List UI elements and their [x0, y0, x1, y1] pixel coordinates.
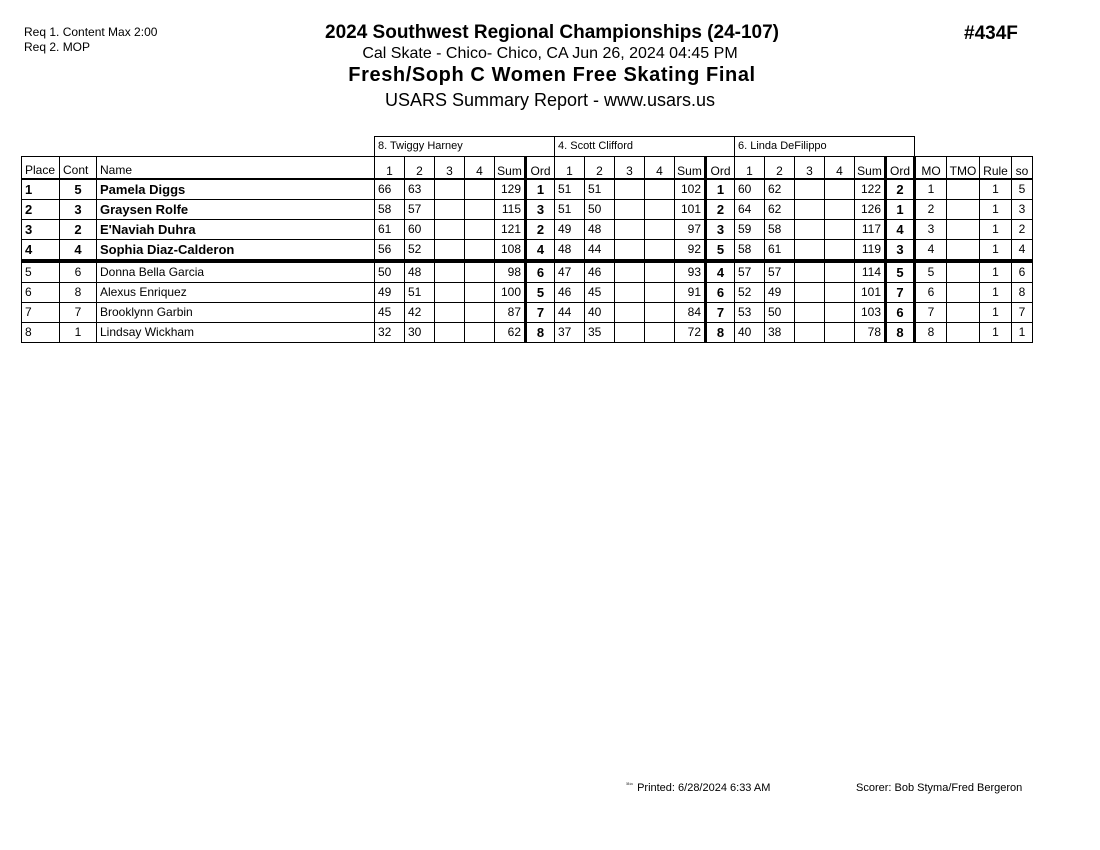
judge-2-ordinal-cell: 4: [706, 261, 735, 283]
judge-3-score-cell: 57: [765, 261, 795, 283]
judge-1-sum-cell: 129: [495, 179, 526, 200]
judge-1-score-cell: [435, 220, 465, 240]
judges-row: [22, 137, 1033, 157]
judge-2-sum-cell: 97: [675, 220, 706, 240]
header-mo: MO: [915, 157, 947, 180]
judge-1-score-cell: 32: [375, 323, 405, 343]
header-tmo: TMO: [947, 157, 980, 180]
header-judge-3-col-1: 1: [735, 157, 765, 180]
judge-1-score-cell: [465, 303, 495, 323]
judge-2-score-cell: 44: [585, 240, 615, 262]
mo-cell: 7: [915, 303, 947, 323]
judge-2-score-cell: [615, 283, 645, 303]
judge-3-score-cell: 59: [735, 220, 765, 240]
judge-3-score-cell: [795, 220, 825, 240]
tmo-cell: [947, 323, 980, 343]
header-so: so: [1012, 157, 1033, 180]
result-row: [22, 323, 1033, 343]
judge-2-score-cell: [645, 283, 675, 303]
judge-3-score-cell: [825, 220, 855, 240]
result-row: [22, 283, 1033, 303]
requirement-1: Req 1. Content Max 2:00: [24, 25, 158, 39]
judge-1-sum-cell: 87: [495, 303, 526, 323]
judge-3-score-cell: [825, 323, 855, 343]
rule-cell: 1: [980, 179, 1012, 200]
judge-3-score-cell: 60: [735, 179, 765, 200]
header-judge-1-col-1: 1: [375, 157, 405, 180]
judge-3-score-cell: [825, 261, 855, 283]
rule-cell: 1: [980, 261, 1012, 283]
header-judge-1-col-3: 3: [435, 157, 465, 180]
judge-3-score-cell: [825, 200, 855, 220]
judge-1-score-cell: 66: [375, 179, 405, 200]
judge-1-score-cell: [435, 323, 465, 343]
header-judge-3-col-ord: Ord: [886, 157, 915, 180]
header-name: Name: [97, 157, 375, 180]
judge-1-score-cell: 51: [405, 283, 435, 303]
place-cell: 1: [22, 179, 60, 200]
so-cell: 7: [1012, 303, 1033, 323]
judge-3-score-cell: [795, 283, 825, 303]
judge-1-score-cell: [435, 303, 465, 323]
page-mark: ³³¹⁶: [626, 782, 634, 788]
tmo-cell: [947, 200, 980, 220]
judge-3-sum-cell: 78: [855, 323, 886, 343]
judge-1-score-cell: [465, 240, 495, 262]
judge-1-ordinal-cell: 7: [526, 303, 555, 323]
judge-2-ordinal-cell: 3: [706, 220, 735, 240]
judge-2-sum-cell: 84: [675, 303, 706, 323]
place-cell: 7: [22, 303, 60, 323]
skater-name-cell: Alexus Enriquez: [97, 283, 375, 303]
contestant-number-cell: 8: [60, 283, 97, 303]
judge-1-score-cell: 61: [375, 220, 405, 240]
so-cell: 5: [1012, 179, 1033, 200]
judge-2-score-cell: 48: [585, 220, 615, 240]
skater-name-cell: Lindsay Wickham: [97, 323, 375, 343]
judge-3-score-cell: [825, 303, 855, 323]
mo-cell: 4: [915, 240, 947, 262]
judge-2-sum-cell: 101: [675, 200, 706, 220]
judge-2-score-cell: [645, 240, 675, 262]
judge-2-sum-cell: 92: [675, 240, 706, 262]
rule-cell: 1: [980, 283, 1012, 303]
judge-3-score-cell: [825, 240, 855, 262]
rule-cell: 1: [980, 303, 1012, 323]
rule-cell: 1: [980, 200, 1012, 220]
judge-3-sum-cell: 117: [855, 220, 886, 240]
judge-2-score-cell: 49: [555, 220, 585, 240]
judge-3-score-cell: 49: [765, 283, 795, 303]
judge-3-sum-cell: 114: [855, 261, 886, 283]
judge-3-score-cell: 64: [735, 200, 765, 220]
contestant-number-cell: 4: [60, 240, 97, 262]
judge-3-score-cell: 52: [735, 283, 765, 303]
judge-2-score-cell: 37: [555, 323, 585, 343]
header-judge-1-col-4: 4: [465, 157, 495, 180]
judge-2-score-cell: [615, 179, 645, 200]
skater-name-cell: Sophia Diaz-Calderon: [97, 240, 375, 262]
mo-cell: 2: [915, 200, 947, 220]
judge-1-score-cell: [465, 283, 495, 303]
judge-2-score-cell: [645, 323, 675, 343]
skater-name-cell: Brooklynn Garbin: [97, 303, 375, 323]
judge-2-sum-cell: 102: [675, 179, 706, 200]
judge-1-sum-cell: 100: [495, 283, 526, 303]
header-judge-2-col-4: 4: [645, 157, 675, 180]
header-place: Place: [22, 157, 60, 180]
judge-3-ordinal-cell: 3: [886, 240, 915, 262]
printed-info: [626, 782, 770, 794]
so-cell: 4: [1012, 240, 1033, 262]
judge-1-score-cell: 58: [375, 200, 405, 220]
tmo-cell: [947, 179, 980, 200]
judge-1-sum-cell: 121: [495, 220, 526, 240]
header-judge-2-col-ord: Ord: [706, 157, 735, 180]
judge-3-sum-cell: 103: [855, 303, 886, 323]
place-cell: 3: [22, 220, 60, 240]
judge-1-score-cell: 48: [405, 261, 435, 283]
judge-2-score-cell: 51: [555, 179, 585, 200]
judge-1-ordinal-cell: 3: [526, 200, 555, 220]
judge-2-score-cell: 48: [555, 240, 585, 262]
judge-1-score-cell: 49: [375, 283, 405, 303]
judge-3-score-cell: 62: [765, 200, 795, 220]
championship-title: 2024 Southwest Regional Championships (24-107): [325, 22, 779, 43]
skater-name-cell: Pamela Diggs: [97, 179, 375, 200]
judge-2-score-cell: 44: [555, 303, 585, 323]
judge-2-score-cell: 51: [585, 179, 615, 200]
venue-datetime: Cal Skate - Chico- Chico, CA Jun 26, 2024 04:45 PM: [362, 45, 738, 62]
contestant-number-cell: 3: [60, 200, 97, 220]
header-judge-2-col-sum: Sum: [675, 157, 706, 180]
judge-3-score-cell: [825, 283, 855, 303]
mo-cell: 8: [915, 323, 947, 343]
judge-2-score-cell: 46: [585, 261, 615, 283]
judge-1-ordinal-cell: 4: [526, 240, 555, 262]
judge-2-score-cell: 46: [555, 283, 585, 303]
judge-1-score-cell: 56: [375, 240, 405, 262]
judge-3-score-cell: [825, 179, 855, 200]
judge-2-ordinal-cell: 5: [706, 240, 735, 262]
place-cell: 5: [22, 261, 60, 283]
judge-2-sum-cell: 93: [675, 261, 706, 283]
contestant-number-cell: 5: [60, 179, 97, 200]
judge-3-score-cell: 40: [735, 323, 765, 343]
judge-3-score-cell: [795, 179, 825, 200]
skater-name-cell: E'Naviah Duhra: [97, 220, 375, 240]
judge-2-ordinal-cell: 6: [706, 283, 735, 303]
judge-2-score-cell: [615, 200, 645, 220]
judge-3-score-cell: 50: [765, 303, 795, 323]
judge-3-score-cell: [795, 200, 825, 220]
so-cell: 8: [1012, 283, 1033, 303]
judge-1-score-cell: [465, 261, 495, 283]
header-cont: Cont: [60, 157, 97, 180]
judge-2-score-cell: 51: [555, 200, 585, 220]
result-row: [22, 303, 1033, 323]
report-title: USARS Summary Report - www.usars.us: [384, 90, 716, 110]
judge-3-ordinal-cell: 1: [886, 200, 915, 220]
judge-1-score-cell: [465, 200, 495, 220]
result-row: [22, 179, 1033, 200]
contestant-number-cell: 6: [60, 261, 97, 283]
judge-2-score-cell: 47: [555, 261, 585, 283]
judge-3-ordinal-cell: 6: [886, 303, 915, 323]
judge-2-score-cell: [615, 220, 645, 240]
header-judge-3-col-4: 4: [825, 157, 855, 180]
place-cell: 2: [22, 200, 60, 220]
judge-1-sum-cell: 115: [495, 200, 526, 220]
judge-2-name: 4. Scott Clifford: [555, 137, 735, 157]
judge-1-score-cell: 45: [375, 303, 405, 323]
so-cell: 6: [1012, 261, 1033, 283]
judge-3-score-cell: 62: [765, 179, 795, 200]
judge-2-ordinal-cell: 8: [706, 323, 735, 343]
mo-cell: 6: [915, 283, 947, 303]
so-cell: 2: [1012, 220, 1033, 240]
judge-1-score-cell: [465, 323, 495, 343]
judge-1-score-cell: [465, 179, 495, 200]
judge-1-score-cell: 30: [405, 323, 435, 343]
result-row: [22, 200, 1033, 220]
requirement-2: Req 2. MOP: [24, 40, 91, 54]
result-row: [22, 220, 1033, 240]
judge-2-score-cell: 40: [585, 303, 615, 323]
header-judge-3-col-2: 2: [765, 157, 795, 180]
judge-3-name: 6. Linda DeFilippo: [735, 137, 915, 157]
judge-1-score-cell: [435, 283, 465, 303]
so-cell: 3: [1012, 200, 1033, 220]
judge-1-name: 8. Twiggy Harney: [375, 137, 555, 157]
judge-2-score-cell: [615, 303, 645, 323]
judge-2-score-cell: 45: [585, 283, 615, 303]
judge-2-sum-cell: 72: [675, 323, 706, 343]
contestant-number-cell: 7: [60, 303, 97, 323]
judge-1-score-cell: 57: [405, 200, 435, 220]
judge-3-score-cell: 58: [735, 240, 765, 262]
tmo-cell: [947, 283, 980, 303]
judge-1-ordinal-cell: 1: [526, 179, 555, 200]
judge-1-score-cell: [465, 220, 495, 240]
place-cell: 8: [22, 323, 60, 343]
judge-2-score-cell: [645, 261, 675, 283]
judge-3-score-cell: [795, 261, 825, 283]
contestant-number-cell: 1: [60, 323, 97, 343]
results-table: [21, 136, 1033, 343]
judge-3-ordinal-cell: 2: [886, 179, 915, 200]
judge-3-sum-cell: 119: [855, 240, 886, 262]
mo-cell: 5: [915, 261, 947, 283]
judge-1-sum-cell: 98: [495, 261, 526, 283]
judge-1-score-cell: 63: [405, 179, 435, 200]
header-judge-1-col-sum: Sum: [495, 157, 526, 180]
judge-1-ordinal-cell: 6: [526, 261, 555, 283]
header-judge-2-col-3: 3: [615, 157, 645, 180]
judge-2-score-cell: [615, 240, 645, 262]
tmo-cell: [947, 220, 980, 240]
tmo-cell: [947, 303, 980, 323]
judge-1-sum-cell: 108: [495, 240, 526, 262]
judge-3-ordinal-cell: 8: [886, 323, 915, 343]
judge-3-score-cell: 38: [765, 323, 795, 343]
judge-2-score-cell: [645, 220, 675, 240]
judge-3-score-cell: 58: [765, 220, 795, 240]
judge-1-sum-cell: 62: [495, 323, 526, 343]
judge-2-ordinal-cell: 7: [706, 303, 735, 323]
judge-2-score-cell: [645, 179, 675, 200]
printed-date: Printed: 6/28/2024 6:33 AM: [637, 782, 771, 794]
judge-3-sum-cell: 101: [855, 283, 886, 303]
rule-cell: 1: [980, 240, 1012, 262]
result-row: [22, 240, 1033, 262]
result-row: [22, 261, 1033, 283]
tmo-cell: [947, 240, 980, 262]
judge-3-sum-cell: 126: [855, 200, 886, 220]
rule-cell: 1: [980, 323, 1012, 343]
judge-3-score-cell: [795, 303, 825, 323]
judge-1-ordinal-cell: 5: [526, 283, 555, 303]
header-rule: Rule: [980, 157, 1012, 180]
tmo-cell: [947, 261, 980, 283]
judge-2-ordinal-cell: 2: [706, 200, 735, 220]
judge-2-score-cell: [615, 261, 645, 283]
judge-3-ordinal-cell: 4: [886, 220, 915, 240]
judge-1-score-cell: [435, 200, 465, 220]
judge-3-score-cell: 57: [735, 261, 765, 283]
judge-2-score-cell: [615, 323, 645, 343]
judge-2-score-cell: [645, 303, 675, 323]
judge-1-ordinal-cell: 2: [526, 220, 555, 240]
judge-1-score-cell: 52: [405, 240, 435, 262]
event-name: Fresh/Soph C Women Free Skating Final: [348, 64, 756, 86]
judge-1-score-cell: [435, 179, 465, 200]
header-judge-2-col-2: 2: [585, 157, 615, 180]
judge-1-score-cell: 42: [405, 303, 435, 323]
place-cell: 6: [22, 283, 60, 303]
judge-2-score-cell: [645, 200, 675, 220]
mo-cell: 1: [915, 179, 947, 200]
judge-2-sum-cell: 91: [675, 283, 706, 303]
place-cell: 4: [22, 240, 60, 262]
judge-3-score-cell: 61: [765, 240, 795, 262]
header-judge-1-col-2: 2: [405, 157, 435, 180]
mo-cell: 3: [915, 220, 947, 240]
judge-3-sum-cell: 122: [855, 179, 886, 200]
judge-3-score-cell: [795, 323, 825, 343]
so-cell: 1: [1012, 323, 1033, 343]
judge-2-score-cell: 35: [585, 323, 615, 343]
skater-name-cell: Donna Bella Garcia: [97, 261, 375, 283]
header-judge-2-col-1: 1: [555, 157, 585, 180]
event-number: #434F: [964, 23, 1018, 44]
header-row: [22, 157, 1033, 180]
judge-1-score-cell: [435, 240, 465, 262]
judge-3-score-cell: [795, 240, 825, 262]
judge-3-ordinal-cell: 7: [886, 283, 915, 303]
judge-1-ordinal-cell: 8: [526, 323, 555, 343]
judge-3-score-cell: 53: [735, 303, 765, 323]
judge-2-ordinal-cell: 1: [706, 179, 735, 200]
header-judge-1-col-ord: Ord: [526, 157, 555, 180]
judge-3-ordinal-cell: 5: [886, 261, 915, 283]
judge-2-score-cell: 50: [585, 200, 615, 220]
rule-cell: 1: [980, 220, 1012, 240]
judge-1-score-cell: [435, 261, 465, 283]
header-judge-3-col-3: 3: [795, 157, 825, 180]
judge-1-score-cell: 60: [405, 220, 435, 240]
skater-name-cell: Graysen Rolfe: [97, 200, 375, 220]
header-judge-3-col-sum: Sum: [855, 157, 886, 180]
scorer-info: Scorer: Bob Styma/Fred Bergeron: [856, 782, 1023, 794]
contestant-number-cell: 2: [60, 220, 97, 240]
judge-1-score-cell: 50: [375, 261, 405, 283]
